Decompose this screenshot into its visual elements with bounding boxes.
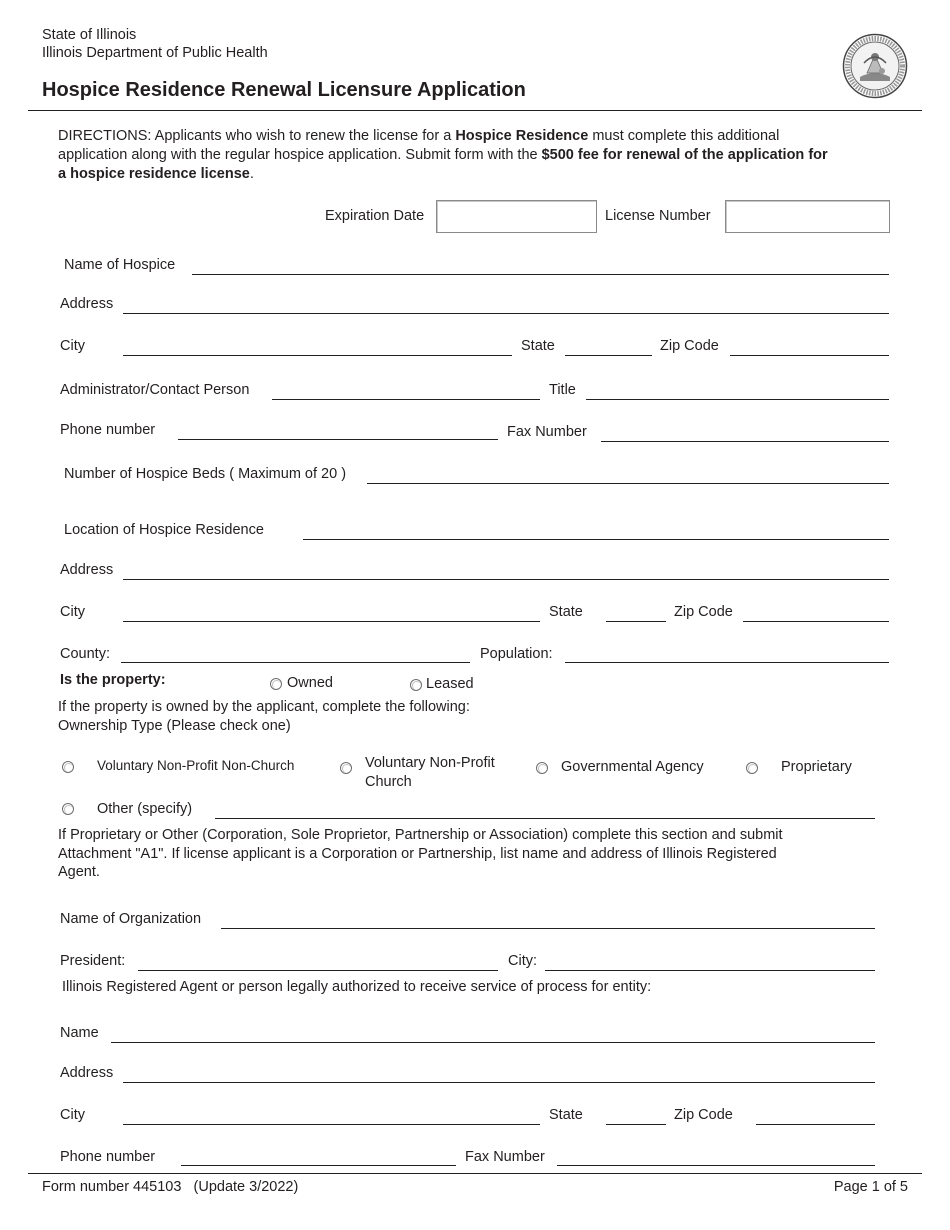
hospice-address-field[interactable]	[123, 313, 889, 314]
footer-rule	[28, 1173, 922, 1174]
hospice-state-label: State	[521, 338, 555, 354]
header-rule	[28, 110, 922, 111]
agent-address-label: Address	[60, 1065, 114, 1081]
state-name: State of Illinois	[42, 27, 137, 43]
leased-label: Leased	[426, 676, 474, 692]
residence-zip-label: Zip Code	[674, 604, 733, 620]
residence-state-label: State	[549, 604, 583, 620]
admin-title-field[interactable]	[586, 399, 889, 400]
hospice-beds-field[interactable]	[367, 483, 889, 484]
governmental-radio[interactable]	[536, 762, 548, 774]
agent-state-label: State	[549, 1107, 583, 1123]
directions-text: must complete this additional	[588, 128, 780, 144]
president-label: President:	[60, 953, 126, 969]
agent-zip-label: Zip Code	[674, 1107, 733, 1123]
leased-radio[interactable]	[410, 679, 422, 691]
residence-location-label: Location of Hospice Residence	[64, 522, 264, 538]
np-church-radio[interactable]	[340, 762, 352, 774]
population-field[interactable]	[565, 662, 889, 663]
property-question: Is the property:	[60, 672, 166, 688]
directions-bold: a hospice residence license	[58, 166, 250, 182]
license-number-input[interactable]	[725, 200, 890, 233]
organization-note-line1: If Proprietary or Other (Corporation, Sole Proprietor, Partnership or Association) complete this section and submit	[58, 827, 783, 843]
department-name: Illinois Department of Public Health	[42, 45, 268, 61]
agent-phone-field[interactable]	[181, 1165, 456, 1166]
county-label: County:	[60, 646, 110, 662]
organization-note	[58, 826, 783, 882]
residence-location-field[interactable]	[303, 539, 889, 540]
hospice-beds-label: Number of Hospice Beds ( Maximum of 20 )	[64, 466, 347, 482]
np-non-church-label: Voluntary Non-Profit Non-Church	[97, 758, 295, 773]
president-field[interactable]	[138, 970, 498, 971]
organization-city-field[interactable]	[545, 970, 875, 971]
agent-phone-label: Phone number	[60, 1149, 156, 1165]
other-specify-field[interactable]	[215, 818, 875, 819]
county-field[interactable]	[121, 662, 470, 663]
residence-city-field[interactable]	[123, 621, 540, 622]
residence-zip-field[interactable]	[743, 621, 889, 622]
np-church-label-line1: Voluntary Non-Profit	[365, 755, 495, 771]
np-church-label-line2: Church	[365, 774, 412, 790]
owned-label: Owned	[287, 675, 333, 691]
hospice-city-label: City	[60, 338, 85, 354]
agent-city-label: City	[60, 1107, 85, 1123]
agent-fax-field[interactable]	[557, 1165, 875, 1166]
residence-state-field[interactable]	[606, 621, 666, 622]
state-seal-icon	[842, 33, 908, 99]
expiration-date-label: Expiration Date	[325, 208, 425, 224]
organization-note-line2: Attachment "A1". If license applicant is a Corporation or Partnership, list name and address of Illinois Registered	[58, 845, 777, 862]
hospice-fax-label: Fax Number	[507, 424, 587, 440]
agent-name-label: Name	[60, 1025, 99, 1041]
other-radio[interactable]	[62, 803, 74, 815]
population-label: Population:	[480, 646, 553, 662]
residence-city-label: City	[60, 604, 85, 620]
agent-state-field[interactable]	[606, 1124, 666, 1125]
directions	[58, 127, 828, 184]
organization-note-line3: Agent.	[58, 864, 100, 880]
hospice-zip-field[interactable]	[730, 355, 889, 356]
hospice-fax-field[interactable]	[601, 441, 889, 442]
agent-address-field[interactable]	[123, 1082, 875, 1083]
hospice-state-field[interactable]	[565, 355, 652, 356]
organization-name-field[interactable]	[221, 928, 875, 929]
residence-address-label: Address	[60, 562, 114, 578]
proprietary-label: Proprietary	[781, 759, 852, 775]
directions-text: .	[249, 166, 254, 182]
owned-note: If the property is owned by the applicant, complete the following:	[58, 699, 470, 715]
hospice-name-label: Name of Hospice	[64, 257, 176, 273]
organization-city-label: City:	[508, 953, 537, 969]
form-number: Form number 445103 (Update 3/2022)	[42, 1179, 299, 1195]
np-non-church-radio[interactable]	[62, 761, 74, 773]
directions-text: DIRECTIONS: Applicants who wish to renew the license for a	[58, 128, 456, 144]
agent-zip-field[interactable]	[756, 1124, 875, 1125]
agent-heading: Illinois Registered Agent or person legally authorized to receive service of process for entity:	[62, 979, 652, 995]
page-number: Page 1 of 5	[833, 1179, 908, 1195]
admin-contact-field[interactable]	[272, 399, 540, 400]
admin-title-label: Title	[549, 382, 576, 398]
license-number-label: License Number	[605, 208, 711, 224]
other-label: Other (specify)	[97, 801, 193, 817]
hospice-city-field[interactable]	[123, 355, 512, 356]
residence-address-field[interactable]	[123, 579, 889, 580]
ownership-type-label: Ownership Type (Please check one)	[58, 718, 291, 734]
directions-bold: Hospice Residence	[455, 128, 589, 144]
page-title: Hospice Residence Renewal Licensure Application	[42, 79, 526, 101]
proprietary-radio[interactable]	[746, 762, 758, 774]
hospice-phone-label: Phone number	[60, 422, 156, 438]
np-church-label	[365, 754, 495, 792]
organization-name-label: Name of Organization	[60, 911, 202, 927]
hospice-address-label: Address	[60, 296, 114, 312]
hospice-name-field[interactable]	[192, 274, 889, 275]
governmental-label: Governmental Agency	[561, 759, 704, 775]
directions-bold: $500 fee for renewal of the application for	[541, 147, 828, 163]
admin-contact-label: Administrator/Contact Person	[60, 382, 250, 398]
hospice-phone-field[interactable]	[178, 439, 498, 440]
directions-text: application along with the regular hospice application. Submit form with the	[58, 147, 542, 163]
agent-city-field[interactable]	[123, 1124, 540, 1125]
agent-fax-label: Fax Number	[465, 1149, 545, 1165]
owned-radio[interactable]	[270, 678, 282, 690]
expiration-date-input[interactable]	[436, 200, 597, 233]
agent-name-field[interactable]	[111, 1042, 875, 1043]
hospice-zip-label: Zip Code	[660, 338, 719, 354]
